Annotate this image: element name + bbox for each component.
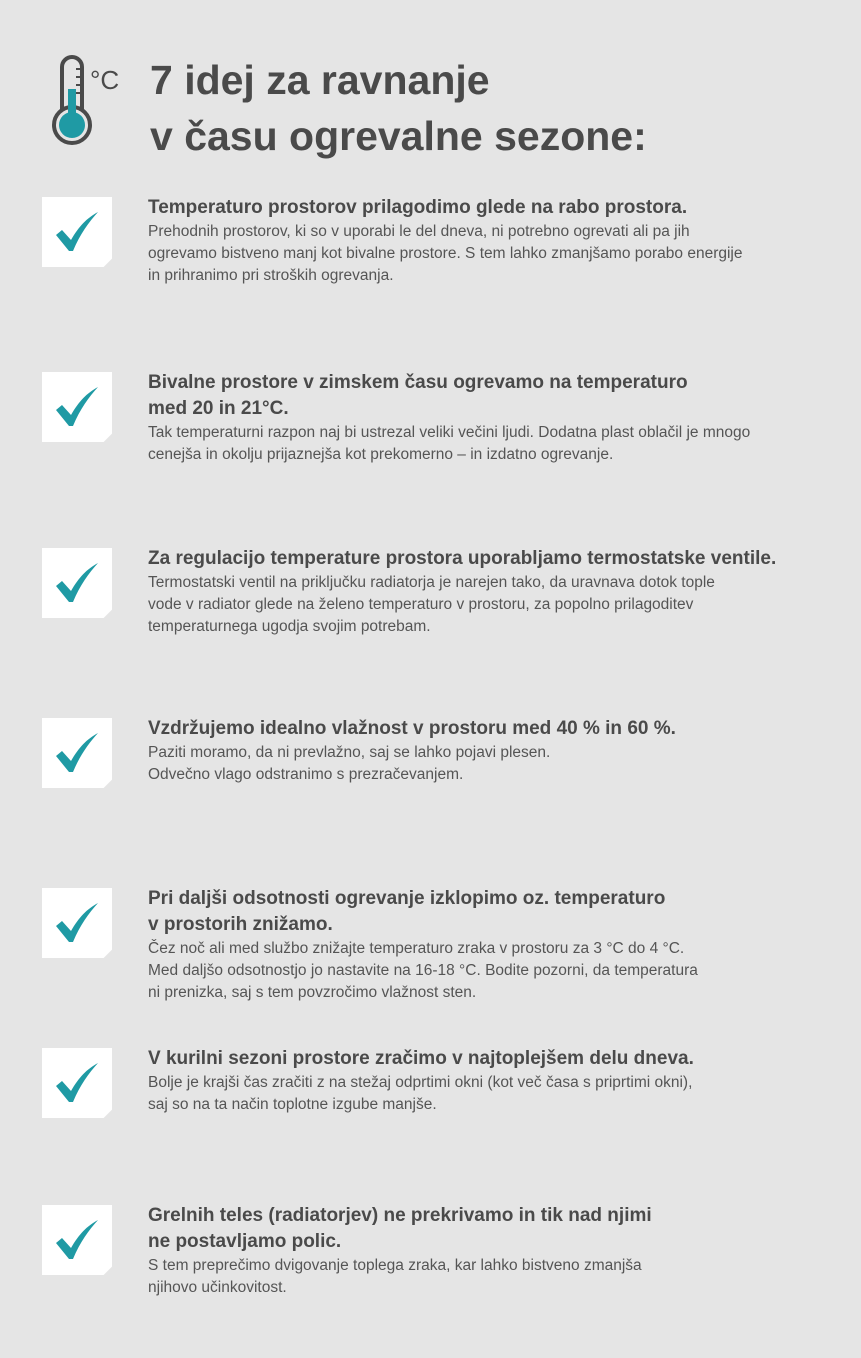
tip-text xyxy=(148,546,838,638)
tip-body-line: temperaturnega ugodja svojim potrebam. xyxy=(148,618,431,635)
tip-title-line: Pri daljši odsotnosti ogrevanje izklopimo oz. temperaturo xyxy=(148,888,666,909)
tip-title xyxy=(148,546,838,572)
tip-body-line: Bolje je krajši čas zračiti z na stežaj odprtimi okni (kot več časa s priprtimi okni), xyxy=(148,1074,693,1091)
tip-text xyxy=(148,716,838,786)
tip-title-line: Vzdržujemo idealno vlažnost v prostoru med 40 % in 60 %. xyxy=(148,718,676,739)
tip-title xyxy=(148,716,838,742)
checkmark-icon xyxy=(42,718,112,788)
checkmark-icon xyxy=(42,1048,112,1118)
checkmark-icon xyxy=(42,372,112,442)
title-line: v času ogrevalne sezone: xyxy=(150,113,647,159)
tip-body xyxy=(148,221,838,287)
tip-title-line: Grelnih teles (radiatorjev) ne prekrivamo in tik nad njimi xyxy=(148,1205,652,1226)
tip-body-line: cenejša in okolju prijaznejša kot prekomerno – in izdatno ogrevanje. xyxy=(148,446,614,463)
tip-text xyxy=(148,1046,838,1116)
tip-body xyxy=(148,938,838,1004)
tip-body-line: in prihranimo pri stroških ogrevanja. xyxy=(148,267,394,284)
tip-title-line: Bivalne prostore v zimskem času ogrevamo na temperaturo xyxy=(148,372,688,393)
tip-title-line: Za regulacijo temperature prostora uporabljamo termostatske ventile. xyxy=(148,548,777,569)
tip-body-line: Paziti moramo, da ni prevlažno, saj se lahko pojavi plesen. xyxy=(148,744,551,761)
tip-text xyxy=(148,370,838,466)
thermometer-icon xyxy=(52,55,122,150)
tip-title-line: Temperaturo prostorov prilagodimo glede na rabo prostora. xyxy=(148,197,688,218)
tip-text xyxy=(148,886,838,1004)
tip-body-line: njihovo učinkovitost. xyxy=(148,1279,287,1296)
tip-text xyxy=(148,1203,838,1299)
page-title xyxy=(150,52,647,164)
checkmark-icon xyxy=(42,888,112,958)
tip-title-line: med 20 in 21°C. xyxy=(148,398,289,419)
tip-body-line: Prehodnih prostorov, ki so v uporabi le del dneva, ni potrebno ogrevati ali pa jih xyxy=(148,223,690,240)
tip-title xyxy=(148,195,838,221)
tip-title xyxy=(148,1046,838,1072)
tip-body xyxy=(148,1255,838,1299)
tip-body-line: vode v radiator glede na želeno temperaturo v prostoru, za popolno prilagoditev xyxy=(148,596,694,613)
tip-body-line: ogrevamo bistveno manj kot bivalne prostore. S tem lahko zmanjšamo porabo energije xyxy=(148,245,743,262)
tip-body-line: Termostatski ventil na priključku radiatorja je narejen tako, da uravnava dotok tople xyxy=(148,574,715,591)
tip-body-line: Odvečno vlago odstranimo s prezračevanjem. xyxy=(148,766,464,783)
tip-title-line: ne postavljamo polic. xyxy=(148,1231,342,1252)
tip-body xyxy=(148,1072,838,1116)
checkmark-icon xyxy=(42,197,112,267)
celsius-unit: °C xyxy=(90,65,120,95)
tip-title xyxy=(148,886,838,938)
checkmark-icon xyxy=(42,548,112,618)
tip-title-line: V kurilni sezoni prostore zračimo v najtoplejšem delu dneva. xyxy=(148,1048,694,1069)
tip-body-line: Med daljšo odsotnostjo jo nastavite na 16-18 °C. Bodite pozorni, da temperatura xyxy=(148,962,698,979)
checkmark-icon xyxy=(42,1205,112,1275)
tip-text xyxy=(148,195,838,287)
tip-body-line: saj so na ta način toplotne izgube manjše. xyxy=(148,1096,437,1113)
tip-body xyxy=(148,742,838,786)
tip-title-line: v prostorih znižamo. xyxy=(148,914,333,935)
title-line: 7 idej za ravnanje xyxy=(150,57,490,103)
tip-body xyxy=(148,422,838,466)
tip-title xyxy=(148,370,838,422)
tip-body-line: Tak temperaturni razpon naj bi ustrezal veliki večini ljudi. Dodatna plast oblačil je mnogo xyxy=(148,424,751,441)
tip-body xyxy=(148,572,838,638)
tip-title xyxy=(148,1203,838,1255)
tip-body-line: ni prenizka, saj s tem povzročimo vlažnost sten. xyxy=(148,984,477,1001)
tip-body-line: Čez noč ali med službo znižajte temperaturo zraka v prostoru za 3 °C do 4 °C. xyxy=(148,940,685,957)
tip-body-line: S tem preprečimo dvigovanje toplega zraka, kar lahko bistveno zmanjša xyxy=(148,1257,642,1274)
